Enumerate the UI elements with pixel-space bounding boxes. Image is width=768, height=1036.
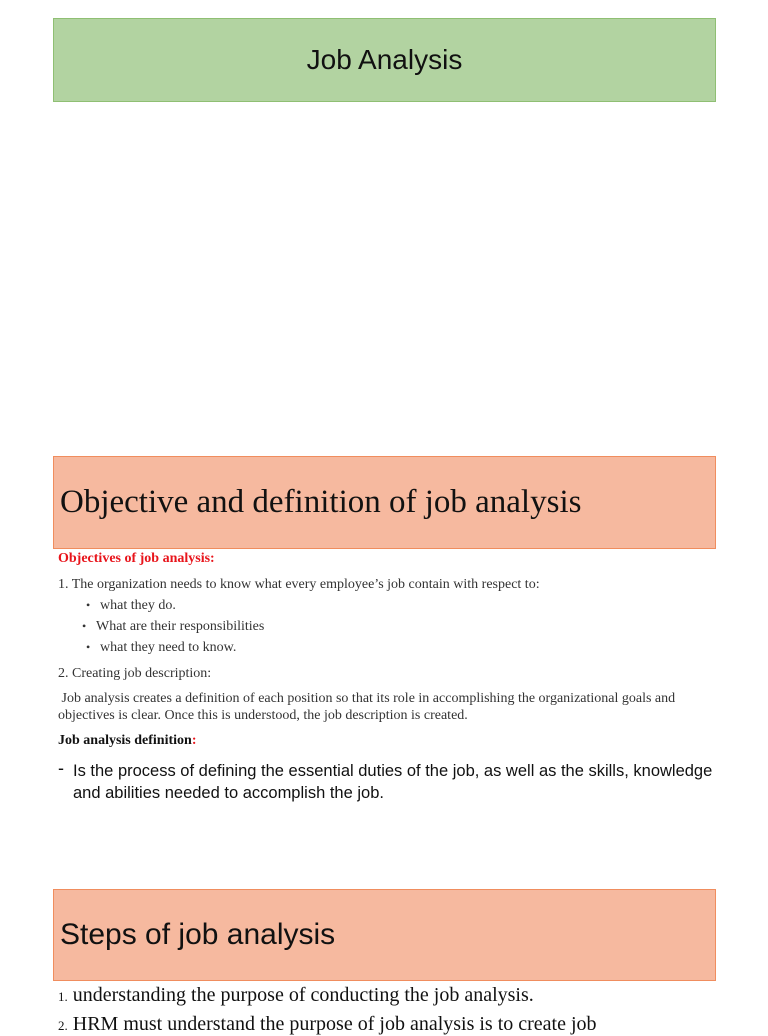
step-text: HRM must understand the purpose of job analysis is to create job [72, 1013, 597, 1035]
step-number: 1. [58, 989, 68, 1004]
bullet-dot-icon: • [82, 619, 87, 633]
bullet-dot-icon: • [86, 598, 91, 612]
definition-heading [58, 733, 197, 749]
bullet-item-3 [86, 640, 236, 656]
steps-banner [53, 889, 716, 981]
step-item-2 [58, 1013, 597, 1036]
bullet-dot-icon: • [86, 640, 91, 654]
bullet-item-2 [82, 619, 264, 635]
steps-banner-title: Steps of job analysis [60, 918, 336, 951]
page-title: Job Analysis [306, 44, 463, 75]
step-number: 2. [58, 1018, 68, 1033]
objectives-heading: Objectives of job analysis: [58, 551, 215, 566]
step-item-1 [58, 984, 534, 1007]
definition-text: Is the process of defining the essential duties of the job, as well as the skills, knowledge and abilities needed to accomplish the job. [73, 762, 713, 802]
definition-heading-colon: : [191, 733, 197, 748]
objective-banner-title: Objective and definition of job analysis [60, 484, 582, 520]
title-banner [53, 18, 716, 102]
objective-point-2: 2. Creating job description: [58, 666, 212, 681]
objective-point-1: 1. The organization needs to know what every employee’s job contain with respect to: [58, 577, 540, 592]
definition-dash: - [58, 758, 64, 778]
bullet-text: What are their responsibilities [96, 619, 265, 634]
bullet-item-1 [86, 598, 176, 614]
objective-banner [53, 456, 716, 549]
bullet-text: what they need to know. [100, 640, 237, 655]
definition-heading-text: Job analysis definition [58, 733, 192, 748]
job-analysis-paragraph-text: Job analysis creates a definition of each position so that its role in accomplishing the organizational goals and objectives is clear. Once this is understood, the job description is created. [58, 691, 676, 723]
bullet-text: what they do. [100, 598, 176, 613]
job-analysis-paragraph [58, 690, 718, 724]
step-text: understanding the purpose of conducting the job analysis. [72, 984, 534, 1006]
